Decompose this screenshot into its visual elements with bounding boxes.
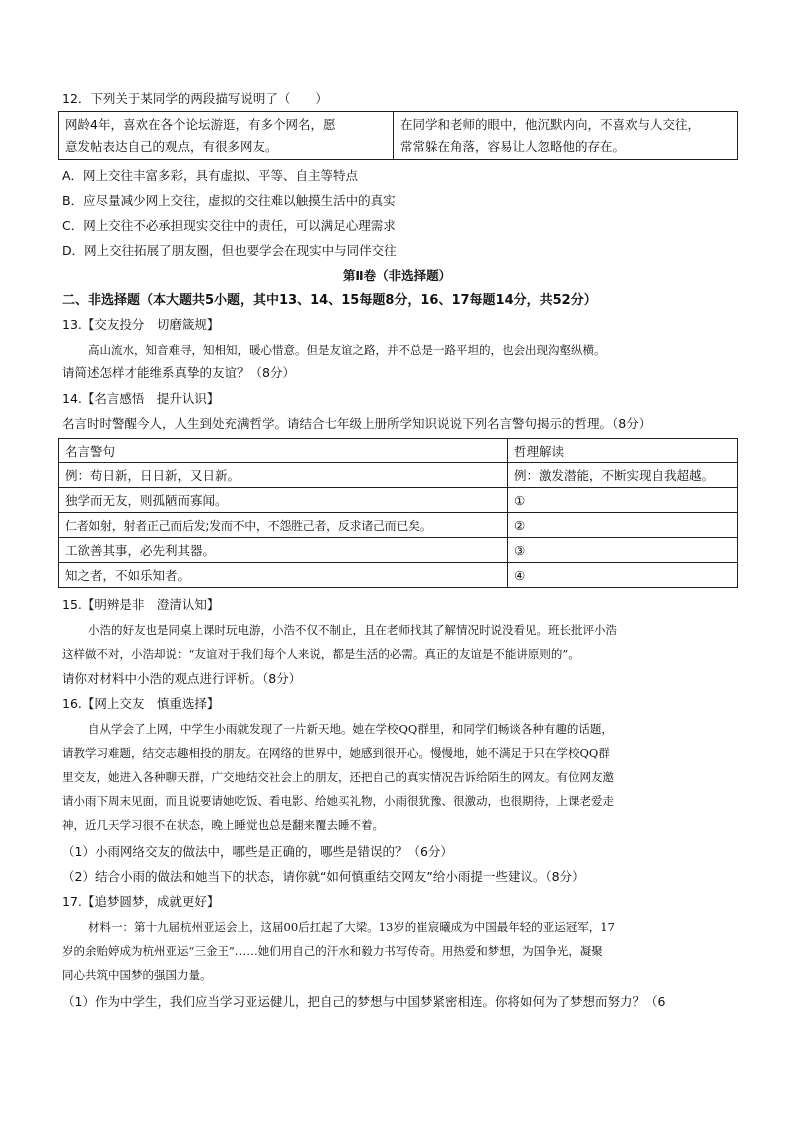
interpretation-cell: ④ bbox=[508, 563, 738, 588]
q17-material-line: 材料一：第十九届杭州亚运会上，这届00后扛起了大梁。13岁的崔宸曦成为中国最年轻的亚运冠军，17 bbox=[88, 920, 615, 934]
q16-sub-question-1: （1）小雨网络交友的做法中，哪些是正确的，哪些是错误的？（6分） bbox=[62, 844, 453, 859]
q16-material-line: 请教学习难题，结交志趣相投的朋友。在网络的世界中，她感到很开心。慢慢地，她不满足于只在学校QQ群 bbox=[62, 746, 610, 760]
q12-stem: 12．下列关于某同学的两段描写说明了（ ） bbox=[62, 91, 328, 106]
q13-question: 请简述怎样才能维系真挚的友谊？（8分） bbox=[62, 365, 295, 380]
q16-material-line: 神，近几天学习很不在状态，晚上睡觉也总是翻来覆去睡不着。 bbox=[62, 818, 384, 832]
volume-title: 第Ⅱ卷（非选择题） bbox=[342, 268, 452, 283]
table-row bbox=[59, 513, 738, 538]
q12-left-line: 意发帖表达自己的观点，有很多网友。 bbox=[65, 138, 278, 154]
quote-cell: 例：苟日新，日日新，又日新。 bbox=[59, 463, 508, 488]
quote-cell: 仁者如射，射者正己而后发;发而不中，不怨胜己者，反求诸己而已矣。 bbox=[59, 513, 508, 538]
table-header-cell: 哲理解读 bbox=[508, 439, 738, 463]
q17-material-line: 同心共筑中国梦的强国力量。 bbox=[62, 968, 212, 982]
q12-option-b: B．应尽量减少网上交往，虚拟的交往难以触摸生活中的真实 bbox=[62, 193, 396, 208]
table-row bbox=[59, 488, 738, 513]
q12-option-d: D．网上交往拓展了朋友圈，但也要学会在现实中与同伴交往 bbox=[62, 243, 397, 258]
table-row bbox=[59, 563, 738, 588]
quote-cell: 独学而无友，则孤陋而寡闻。 bbox=[59, 488, 508, 513]
interpretation-cell: 例：激发潜能，不断实现自我超越。 bbox=[508, 463, 738, 488]
section-title: 二、非选择题（本大题共5小题，其中13、14、15每题8分，16、17每题14分，共52分） bbox=[62, 293, 597, 308]
q14-quote-table bbox=[58, 438, 738, 588]
q12-description-table bbox=[58, 111, 738, 160]
table-row bbox=[59, 538, 738, 563]
q16-material-line: 自从学会了上网，中学生小雨就发现了一片新天地。她在学校QQ群里，和同学们畅谈各种有趣的话题， bbox=[88, 722, 613, 736]
quote-cell: 知之者，不如乐知者。 bbox=[59, 563, 508, 588]
quote-cell: 工欲善其事，必先利其器。 bbox=[59, 538, 508, 563]
q12-right-line: 在同学和老师的眼中，他沉默内向，不喜欢与人交往， bbox=[400, 116, 701, 132]
q16-material-line: 里交友，她进入各种聊天群，广交地结交社会上的朋友，还把自己的真实情况告诉给陌生的网友。有位网友邀 bbox=[62, 770, 614, 784]
q16-title: 16.【网上交友 慎重选择】 bbox=[62, 696, 220, 711]
q15-title: 15.【明辨是非 澄清认知】 bbox=[62, 597, 220, 612]
interpretation-cell: ① bbox=[508, 488, 738, 513]
q17-sub-question-1: （1）作为中学生，我们应当学习亚运健儿，把自己的梦想与中国梦紧密相连。你将如何为了梦想而努力？（6 bbox=[62, 994, 666, 1009]
q17-title: 17.【追梦圆梦，成就更好】 bbox=[62, 894, 220, 909]
q16-material-line: 请小雨下周末见面，而且说要请她吃饭、看电影、给她买礼物，小雨很犹豫、很激动，也很期待，上课老爱走 bbox=[62, 794, 614, 808]
q17-material-line: 岁的余贻婷成为杭州亚运“三金王”……她们用自己的汗水和毅力书写传奇。用热爱和梦想，为国争光，凝聚 bbox=[62, 944, 603, 958]
q14-title: 14.【名言感悟 提升认识】 bbox=[62, 391, 220, 406]
q12-option-a: A．网上交往丰富多彩，具有虚拟、平等、自主等特点 bbox=[62, 168, 359, 183]
q15-material-line: 这样做不对，小浩却说：“友谊对于我们每个人来说，都是生活的必需。真正的友谊是不能讲原则的”。 bbox=[62, 647, 580, 661]
interpretation-cell: ② bbox=[508, 513, 738, 538]
table-header-row bbox=[59, 439, 738, 463]
q12-left-line: 网龄4年，喜欢在各个论坛游逛，有多个网名，愿 bbox=[65, 116, 336, 132]
q15-material-line: 小浩的好友也是同桌上课时玩电游，小浩不仅不制止，且在老师找其了解情况时说没看见。班长批评小浩 bbox=[88, 623, 617, 637]
q14-intro: 名言时时警醒今人，人生到处充满哲学。请结合七年级上册所学知识说说下列名言警句揭示的哲理。（8分） bbox=[62, 416, 652, 431]
q13-title: 13.【交友投分 切磨箴规】 bbox=[62, 317, 220, 332]
q12-description-left bbox=[59, 112, 394, 160]
q12-right-line: 常常躲在角落，容易让人忽略他的存在。 bbox=[400, 138, 626, 154]
table-row bbox=[59, 463, 738, 488]
table-header-cell: 名言警句 bbox=[59, 439, 508, 463]
q16-sub-question-2: （2）结合小雨的做法和她当下的状态，请你就“如何慎重结交网友”给小雨提一些建议。（8分） bbox=[62, 869, 585, 884]
interpretation-cell: ③ bbox=[508, 538, 738, 563]
q15-question: 请你对材料中小浩的观点进行评析。（8分） bbox=[62, 671, 302, 686]
q12-option-c: C．网上交往不必承担现实交往中的责任，可以满足心理需求 bbox=[62, 218, 396, 233]
q12-description-right bbox=[394, 112, 738, 160]
q13-material: 高山流水，知音难寻，知相知，暖心惜意。但是友谊之路，并不总是一路平坦的，也会出现沟壑纵横。 bbox=[88, 343, 606, 357]
